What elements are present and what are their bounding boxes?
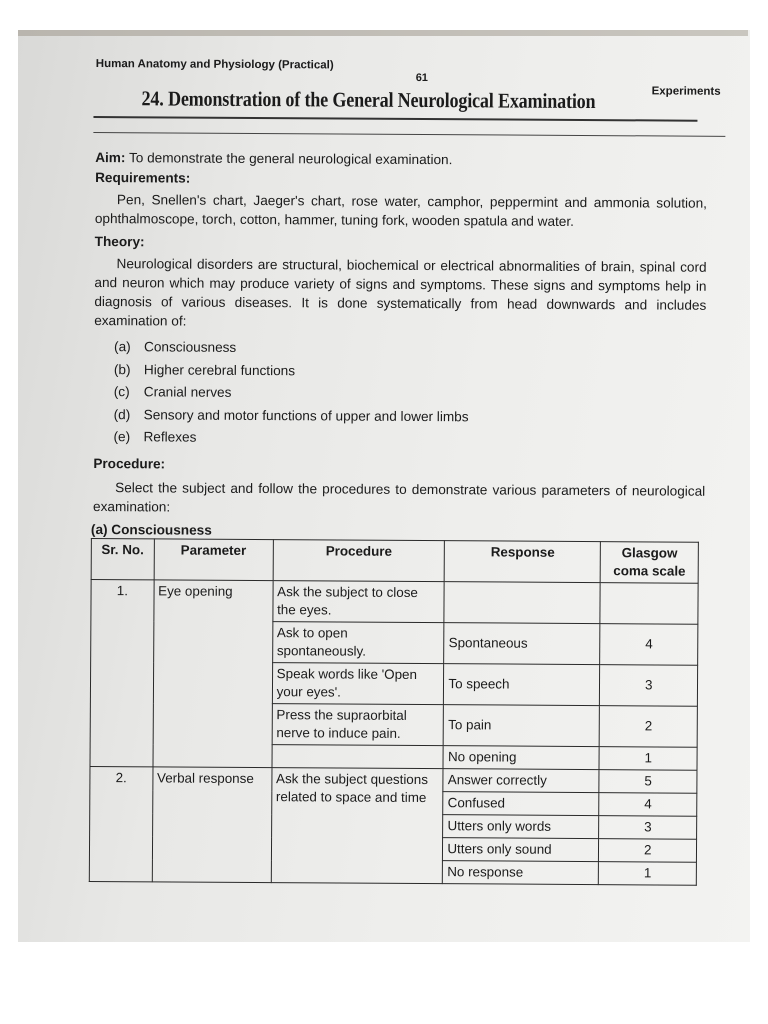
title-rule bbox=[93, 116, 697, 122]
response-cell: To pain bbox=[444, 705, 600, 747]
list-item: (d) Sensory and motor functions of upper and lower limbs bbox=[113, 406, 469, 424]
procedure-cell: Ask the subject to close the eyes. bbox=[273, 581, 445, 623]
score-cell: 2 bbox=[599, 839, 697, 863]
page-title: 24. Demonstration of the General Neurological Examination bbox=[141, 86, 596, 114]
parameter-cell: Verbal response bbox=[152, 767, 272, 883]
procedure-cell: Speak words like 'Open your eyes'. bbox=[272, 663, 444, 705]
sr-no-cell: 2. bbox=[89, 766, 152, 881]
response-cell: Spontaneous bbox=[444, 623, 600, 665]
header-parameter: Parameter bbox=[154, 539, 273, 581]
procedure-text: Select the subject and follow the procedures to demonstrate various parameters of neurological examination: bbox=[93, 480, 706, 515]
response-cell: Utters only sound bbox=[443, 838, 599, 862]
header-sr-no: Sr. No. bbox=[91, 538, 154, 579]
procedure-label: Procedure: bbox=[93, 456, 166, 472]
book-page bbox=[88, 30, 734, 942]
aim-section bbox=[95, 148, 707, 171]
response-cell bbox=[444, 582, 600, 624]
theory-text: Neurological disorders are structural, biochemical or electrical abnormalities of brain, spinal cord and neuron which may produce variety of signs and symptoms. These signs and symptoms help in diagnosis of various diseases. It is done systematically from head downwards and includes examination of: bbox=[94, 256, 707, 329]
parameter-cell: Eye opening bbox=[153, 580, 273, 768]
sr-no-cell: 1. bbox=[90, 579, 154, 766]
score-cell: 4 bbox=[600, 624, 698, 666]
aim-text: To demonstrate the general neurological examination. bbox=[128, 150, 453, 168]
list-item: (e) Reflexes bbox=[113, 429, 197, 445]
score-cell: 5 bbox=[599, 770, 697, 794]
score-cell: 1 bbox=[599, 862, 697, 886]
section-label: Experiments bbox=[651, 85, 721, 98]
requirements-text: Pen, Snellen's chart, Jaeger's chart, rose water, camphor, peppermint and ammonia solution, ophthalmoscope, torch, cotton, hammer, tuning fork, wooden spatula and water. bbox=[94, 192, 707, 229]
score-cell bbox=[600, 583, 698, 625]
response-cell: Utters only words bbox=[443, 815, 599, 839]
response-cell: Answer correctly bbox=[443, 769, 599, 793]
header-procedure: Procedure bbox=[273, 540, 445, 582]
table-header-row bbox=[91, 538, 698, 583]
score-cell: 2 bbox=[600, 706, 698, 748]
header-response: Response bbox=[445, 541, 601, 583]
score-cell: 3 bbox=[600, 665, 698, 707]
response-cell: No opening bbox=[443, 746, 599, 770]
table-row bbox=[91, 579, 698, 624]
theory-label: Theory: bbox=[94, 234, 145, 250]
list-item: (b) Higher cerebral functions bbox=[113, 361, 296, 378]
aim-label: Aim: bbox=[95, 150, 126, 166]
score-cell: 4 bbox=[599, 793, 697, 817]
page-number: 61 bbox=[415, 71, 428, 85]
requirements-label: Requirements: bbox=[95, 170, 191, 186]
procedure-cell: Press the supraorbital nerve to induce pain. bbox=[272, 704, 444, 746]
table-row bbox=[90, 766, 697, 793]
header-glasgow-scale: Glasgow coma scale bbox=[601, 542, 699, 584]
response-cell: Confused bbox=[443, 792, 599, 816]
book-title: Human Anatomy and Physiology (Practical) bbox=[95, 58, 334, 72]
procedure-cell: Ask the subject questions related to space and time bbox=[271, 768, 443, 884]
score-cell: 3 bbox=[599, 816, 697, 840]
response-cell: To speech bbox=[444, 664, 600, 706]
procedure-cell: Ask to open spontaneously. bbox=[272, 622, 444, 664]
score-cell: 1 bbox=[599, 747, 697, 771]
response-cell: No response bbox=[443, 861, 599, 885]
procedure-cell bbox=[272, 745, 444, 769]
document-photo bbox=[18, 30, 750, 942]
list-item: (c) Cranial nerves bbox=[113, 384, 232, 400]
glasgow-coma-table bbox=[89, 538, 699, 886]
theory-list bbox=[113, 336, 469, 451]
list-item: (a) Consciousness bbox=[114, 339, 237, 355]
title-rule-thin bbox=[93, 132, 725, 137]
consciousness-heading: (a) Consciousness bbox=[90, 521, 212, 538]
